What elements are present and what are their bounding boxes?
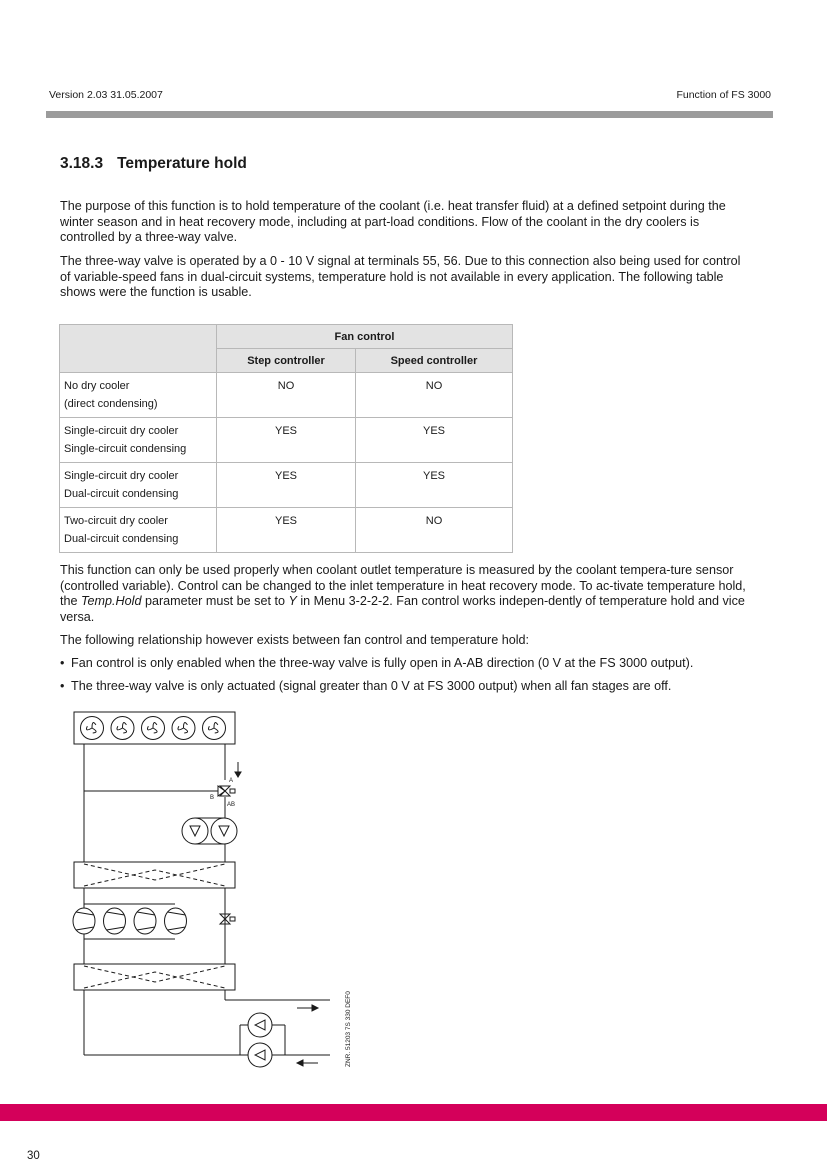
row-label-line1: Single-circuit dry cooler bbox=[64, 425, 179, 437]
speed-value: NO bbox=[356, 373, 513, 418]
step-controller-header: Step controller bbox=[217, 349, 356, 373]
pump-icon bbox=[182, 818, 208, 844]
section-title-text: Temperature hold bbox=[117, 155, 247, 172]
port-ab-label: AB bbox=[227, 802, 236, 808]
page-number: 30 bbox=[27, 1150, 40, 1162]
step-value: NO bbox=[217, 373, 356, 418]
fan-control-header: Fan control bbox=[217, 325, 513, 349]
paragraph-valve: The three-way valve is operated by a 0 - 10 V signal at terminals 55, 56. Due to this connection also being used for control of variable-speed fans in dual-circuit systems, temperature hold is not available in every application. The following table shows were the function is usable. bbox=[60, 254, 741, 300]
paragraph-relationship: The following relationship however exists between fan control and temperature hold: bbox=[60, 633, 530, 647]
fan-icon bbox=[142, 717, 165, 740]
pump-icon bbox=[211, 818, 237, 844]
port-a-label: A bbox=[229, 778, 234, 784]
parameter-name: Temp.Hold bbox=[81, 594, 142, 609]
usage-text-c: in Menu 3-2-2-2. Fan control works indepen-dently of temperature hold and vice versa. bbox=[60, 594, 745, 624]
bullet-text: The three-way valve is only actuated (signal greater than 0 V at FS 3000 output) when all fan stages are off. bbox=[71, 679, 672, 693]
parameter-value: Y bbox=[288, 594, 297, 609]
bullet-dot: • bbox=[60, 679, 65, 693]
heat-exchanger-lower bbox=[74, 964, 235, 990]
flow-arrow-head bbox=[235, 772, 241, 777]
fan-group bbox=[81, 717, 226, 740]
flow-in-arrow-icon bbox=[297, 1060, 318, 1066]
row-label-line1: No dry cooler bbox=[64, 380, 130, 392]
speed-controller-header: Speed controller bbox=[356, 349, 513, 373]
usage-text-a: This function can only be used properly when coolant outlet temperature is measured by the coolant tempera-ture sensor (controlled variable). Control can be changed to the inlet temperature in heat recovery mode. To ac-tivate temperature hold, the bbox=[60, 563, 746, 609]
row-label-line2: Single-circuit condensing bbox=[64, 443, 187, 455]
usage-text-b: parameter must be set to bbox=[141, 594, 289, 609]
speed-value: YES bbox=[356, 463, 513, 508]
compressor-group bbox=[73, 908, 187, 934]
port-b-label: B bbox=[210, 795, 215, 801]
paragraph-purpose: The purpose of this function is to hold temperature of the coolant (i.e. heat transfer fluid) at a defined setpoint during the winter season and in heat recovery mode, including at part-load conditions. Flow of the coolant in the dry coolers is controlled by a three-way valve. bbox=[60, 199, 726, 245]
row-label-line1: Single-circuit dry cooler bbox=[64, 470, 179, 482]
section-number: 3.18.3 bbox=[60, 155, 104, 172]
speed-value: NO bbox=[356, 508, 513, 553]
fan-icon bbox=[81, 717, 104, 740]
fan-icon bbox=[111, 717, 134, 740]
flow-out-arrow-icon bbox=[297, 1005, 318, 1011]
bullet-text: Fan control is only enabled when the three-way valve is fully open in A-AB direction (0 V at the FS 3000 output). bbox=[71, 656, 694, 670]
drawing-number: ZNR. 51203 7S 330 DEF0 bbox=[345, 991, 352, 1067]
fan-icon bbox=[203, 717, 226, 740]
fan-icon bbox=[172, 717, 195, 740]
pump-icon bbox=[248, 1013, 272, 1037]
header-section: Function of FS 3000 bbox=[676, 89, 771, 101]
step-value: YES bbox=[217, 418, 356, 463]
row-label-line2: Dual-circuit condensing bbox=[64, 488, 179, 500]
footer-bar bbox=[0, 1104, 827, 1121]
compressor-icon bbox=[165, 908, 187, 934]
heat-exchanger-upper bbox=[74, 862, 235, 888]
bullet-dot: • bbox=[60, 656, 65, 670]
two-way-valve-icon bbox=[220, 914, 235, 924]
pump-icon bbox=[248, 1043, 272, 1067]
step-value: YES bbox=[217, 508, 356, 553]
row-label-line2: Dual-circuit condensing bbox=[64, 533, 179, 545]
header-version: Version 2.03 31.05.2007 bbox=[49, 89, 163, 101]
compressor-icon bbox=[104, 908, 126, 934]
speed-value: YES bbox=[356, 418, 513, 463]
compressor-icon bbox=[134, 908, 156, 934]
three-way-valve-icon bbox=[218, 786, 235, 796]
step-value: YES bbox=[217, 463, 356, 508]
row-label-line1: Two-circuit dry cooler bbox=[64, 515, 168, 527]
row-label-line2: (direct condensing) bbox=[64, 398, 158, 410]
compressor-icon bbox=[73, 908, 95, 934]
